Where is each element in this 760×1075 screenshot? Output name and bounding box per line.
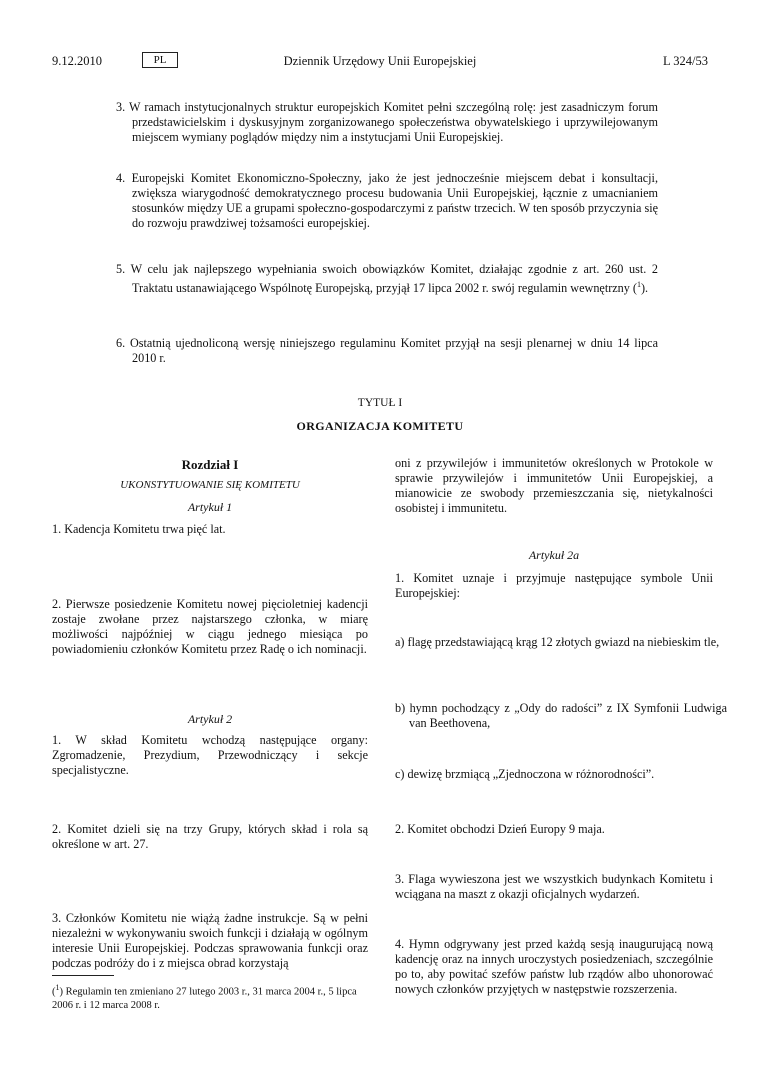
article-2-para-1: 1. W skład Komitetu wchodzą następujące organy: Zgromadzenie, Prezydium, Przewodniczący i sekcje specjalistyczne. xyxy=(52,733,368,777)
chapter-heading: Rozdział I xyxy=(181,457,239,472)
intro-paragraph-5-end: ). xyxy=(640,281,649,296)
footnote-mark: 1 xyxy=(55,983,60,992)
footnote-text: Regulamin ten zmieniano 27 lutego 2003 r., 31 marca 2004 r., 5 lipca 2006 r. i 12 marca 2008 r. xyxy=(52,986,357,1011)
intro-paragraph-6: 6. Ostatnią ujednoliconą wersję niniejszego regulaminu Komitet przyjął na sesji plenarnej w dniu 14 lipca 2010 r. xyxy=(116,336,658,365)
intro-paragraph-5-text: 5. W celu jak najlepszego wypełniania swoich obowiązków Komitet, działając zgodnie z art. 260 ust. 2 Traktatu ustanawiającego Wspólnotę Europejską, przyjął 17 lipca 2002 r. swój regulamin wewnętrzny ( xyxy=(116,262,658,296)
footnote-ref[interactable]: 1 xyxy=(636,280,641,289)
article-2a-item-b: b) hymn pochodzący z „Ody do radości” z IX Symfonii Ludwiga van Beethovena, xyxy=(395,701,727,730)
article-2a-para-2: 2. Komitet obchodzi Dzień Europy 9 maja. xyxy=(395,822,605,836)
article-2-para-3-continued: oni z przywilejów i immunitetów określonych w Protokole w sprawie przywilejów i immunitetów Unii Europejskiej, a mianowicie ze swobody przemieszczania się, nietykalności osobistej i immunitetu. xyxy=(395,456,713,515)
intro-paragraph-5 xyxy=(116,262,658,296)
article-1-title: Artykuł 1 xyxy=(187,500,233,514)
article-2a-title: Artykuł 2a xyxy=(528,548,580,562)
article-2a-para-4: 4. Hymn odgrywany jest przed każdą sesją inaugurującą nową kadencję oraz na innych uroczystych posiedzeniach, szczególnie po to, aby powitać szefów państw lub rządów albo uhonorować nowych członków przyjętych w następstwie rozszerzenia. xyxy=(395,937,713,996)
article-2a-item-c: c) dewizę brzmiącą „Zjednoczona w różnorodności”. xyxy=(395,767,655,781)
footnote-rule xyxy=(52,975,114,976)
title-label: TYTUŁ I xyxy=(357,397,403,409)
article-1-para-1: 1. Kadencja Komitetu trwa pięć lat. xyxy=(52,522,226,536)
article-2a-para-3: 3. Flaga wywieszona jest we wszystkich budynkach Komitetu i wciągana na maszt z okazji oficjalnych wydarzeń. xyxy=(395,872,713,901)
page-reference: L 324/53 xyxy=(662,54,708,68)
intro-paragraph-4: 4. Europejski Komitet Ekonomiczno-Społeczny, jako że jest jednocześnie miejscem debat i konsultacji, zwiększa wiarygodność demokratycznego procesu budowania Unii Europejskiej, łącznie z umacnianiem stosunków między UE a grupami społeczno-gospodarczymi z państw trzecich. W ten sposób przyczynia się do rozwoju prawdziwej tożsamości europejskiej. xyxy=(116,171,658,230)
article-2-para-3: 3. Członków Komitetu nie wiążą żadne instrukcje. Są w pełni niezależni w wykonywaniu swoich funkcji i działają w ogólnym interesie Unii Europejskiej. Podczas sprawowania funkcji oraz podczas podróży do i z miejsca obrad korzystają xyxy=(52,911,368,970)
article-2a-para-1: 1. Komitet uznaje i przyjmuje następujące symbole Unii Europejskiej: xyxy=(395,571,713,600)
article-1-para-2: 2. Pierwsze posiedzenie Komitetu nowej pięcioletniej kadencji zostaje zwołane przez najstarszego członka, w miarę możliwości najpóźniej w ciągu jednego miesiąca po powiadomieniu członków Komitetu przez Radę o ich nominacji. xyxy=(52,597,368,656)
language-badge: PL xyxy=(142,52,178,68)
header-date: 9.12.2010 xyxy=(52,54,102,68)
title-heading: ORGANIZACJA KOMITETU xyxy=(296,419,464,433)
footnote: ($^1$) Regulamin ten zmieniano 27 lutego 2003 r., 31 marca 2004 r., 5 lipca 2006 r. i 12 marca 2008 r. xyxy=(52,983,357,1011)
chapter-subheading: UKONSTYTUOWANIE SIĘ KOMITETU xyxy=(120,479,300,491)
article-2-title: Artykuł 2 xyxy=(187,712,233,726)
journal-title: Dziennik Urzędowy Unii Europejskiej xyxy=(283,54,477,68)
intro-paragraph-3: 3. W ramach instytucjonalnych struktur europejskich Komitet pełni szczególną rolę: jest zasadniczym forum przedstawicielskim i dyskusyjnym zorganizowanego społeczeństwa obywatelskiego i uprzywilejowanym miejscem wymiany poglądów między nim a instytucjami Unii Europejskiej. xyxy=(116,100,658,144)
article-2a-item-a: a) flagę przedstawiającą krąg 12 złotych gwiazd na niebieskim tle, xyxy=(395,635,720,649)
article-2-para-2: 2. Komitet dzieli się na trzy Grupy, których skład i rola są określone w art. 27. xyxy=(52,822,368,851)
